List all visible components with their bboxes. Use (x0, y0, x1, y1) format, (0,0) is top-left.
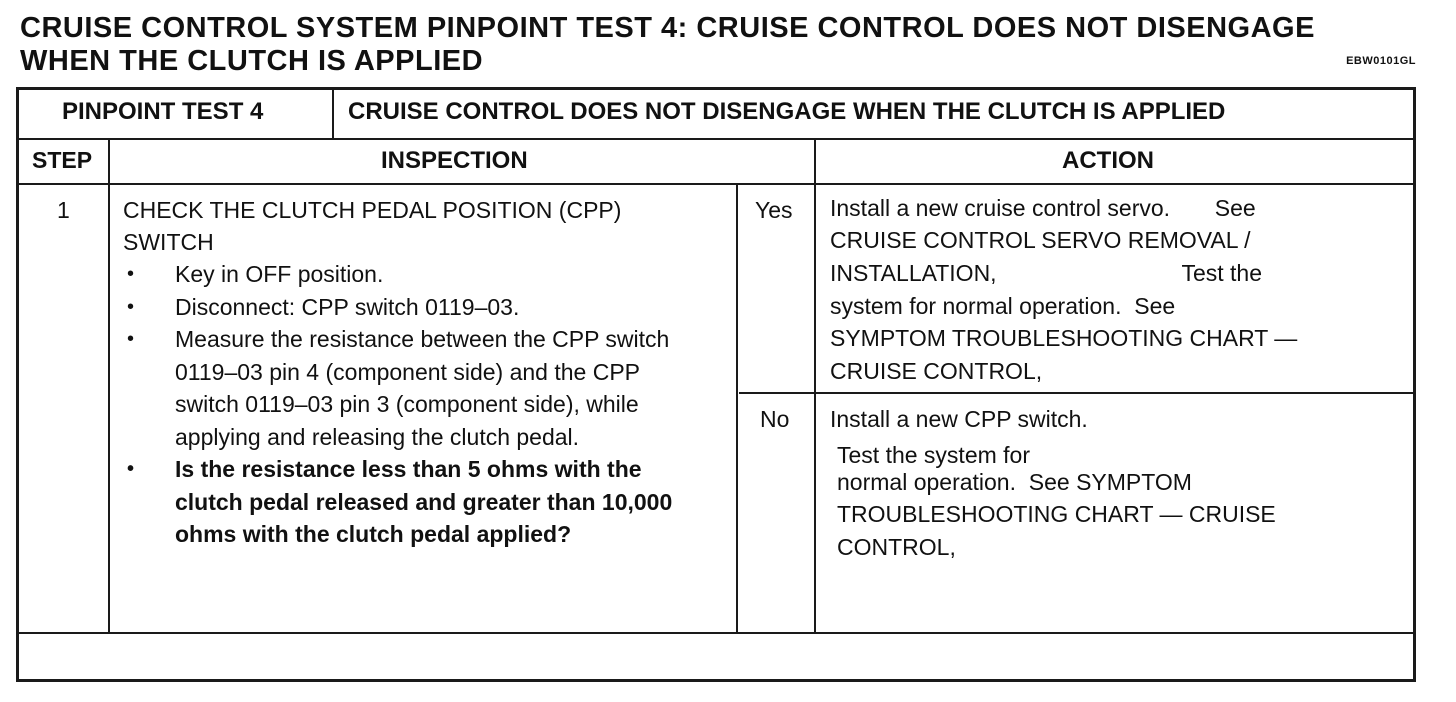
pinpoint-test-label: PINPOINT TEST 4 (62, 98, 264, 125)
no-action-line: TROUBLESHOOTING CHART — CRUISE (837, 501, 1276, 527)
no-label: No (760, 406, 790, 432)
yes-action-line: CRUISE CONTROL SERVO REMOVAL / (830, 227, 1251, 253)
step-number: 1 (57, 197, 70, 223)
inspection-bullet: • Disconnect: CPP switch 0119–03. (123, 291, 723, 324)
no-action-line: Install a new CPP switch. (830, 406, 1088, 432)
inspection-column-header: INSPECTION (381, 147, 528, 174)
step-column-header: STEP (32, 147, 93, 173)
yes-action-line: CRUISE CONTROL, (830, 358, 1043, 384)
pinpoint-test-table (16, 87, 1416, 682)
yes-action-line: SYMPTOM TROUBLESHOOTING CHART — (830, 325, 1298, 351)
inspection-bullet: • Key in OFF position. (123, 258, 723, 291)
yes-label: Yes (755, 197, 793, 223)
inspection-bullet: • Measure the resistance between the CPP switch 0119–03 pin 4 (component side) and the CPP switch 0119–03 pin 3 (component side), while applying and releasing the clutch pedal. (123, 323, 685, 453)
document-title (20, 12, 1420, 78)
rule-between-yes-no (739, 392, 1413, 394)
rule-below-test-title (19, 138, 1413, 140)
yes-action-line: system for normal operation. See (830, 293, 1176, 319)
document-title-line-2: WHEN THE CLUTCH IS APPLIED (20, 45, 484, 77)
inspection-check-line-1: CHECK THE CLUTCH PEDAL POSITION (CPP) (123, 197, 622, 223)
pinpoint-test-title: CRUISE CONTROL DOES NOT DISENGAGE WHEN THE CLUTCH IS APPLIED (348, 98, 1226, 125)
yes-action-line: Install a new cruise control servo. See (830, 195, 1256, 221)
no-action-line: Test the system for (837, 442, 1031, 468)
yes-action-line: INSTALLATION, Test the (830, 260, 1263, 286)
empty-footer-row (19, 634, 1413, 679)
rule-below-headers (19, 183, 1413, 185)
rule-yes-no-divider (736, 183, 738, 632)
inspection-check-line-2: SWITCH (123, 229, 214, 255)
inspection-question: • Is the resistance less than 5 ohms with the clutch pedal released and greater than 10,000 ohms with the clutch pedal applied? (123, 453, 690, 551)
no-action-line: CONTROL, (837, 534, 956, 560)
rule-test-label-divider (332, 90, 334, 138)
document-title-line-1: CRUISE CONTROL SYSTEM PINPOINT TEST 4: CRUISE CONTROL DOES NOT DISENGAGE (20, 12, 1315, 44)
no-action-line: normal operation. See SYMPTOM (837, 469, 1192, 495)
rule-inspection-action-divider (814, 138, 816, 632)
rule-step-divider (108, 138, 110, 632)
document-code: EBW0101GL (1346, 55, 1416, 67)
action-column-header: ACTION (1062, 147, 1154, 174)
inspection-bullet-list (123, 258, 723, 551)
